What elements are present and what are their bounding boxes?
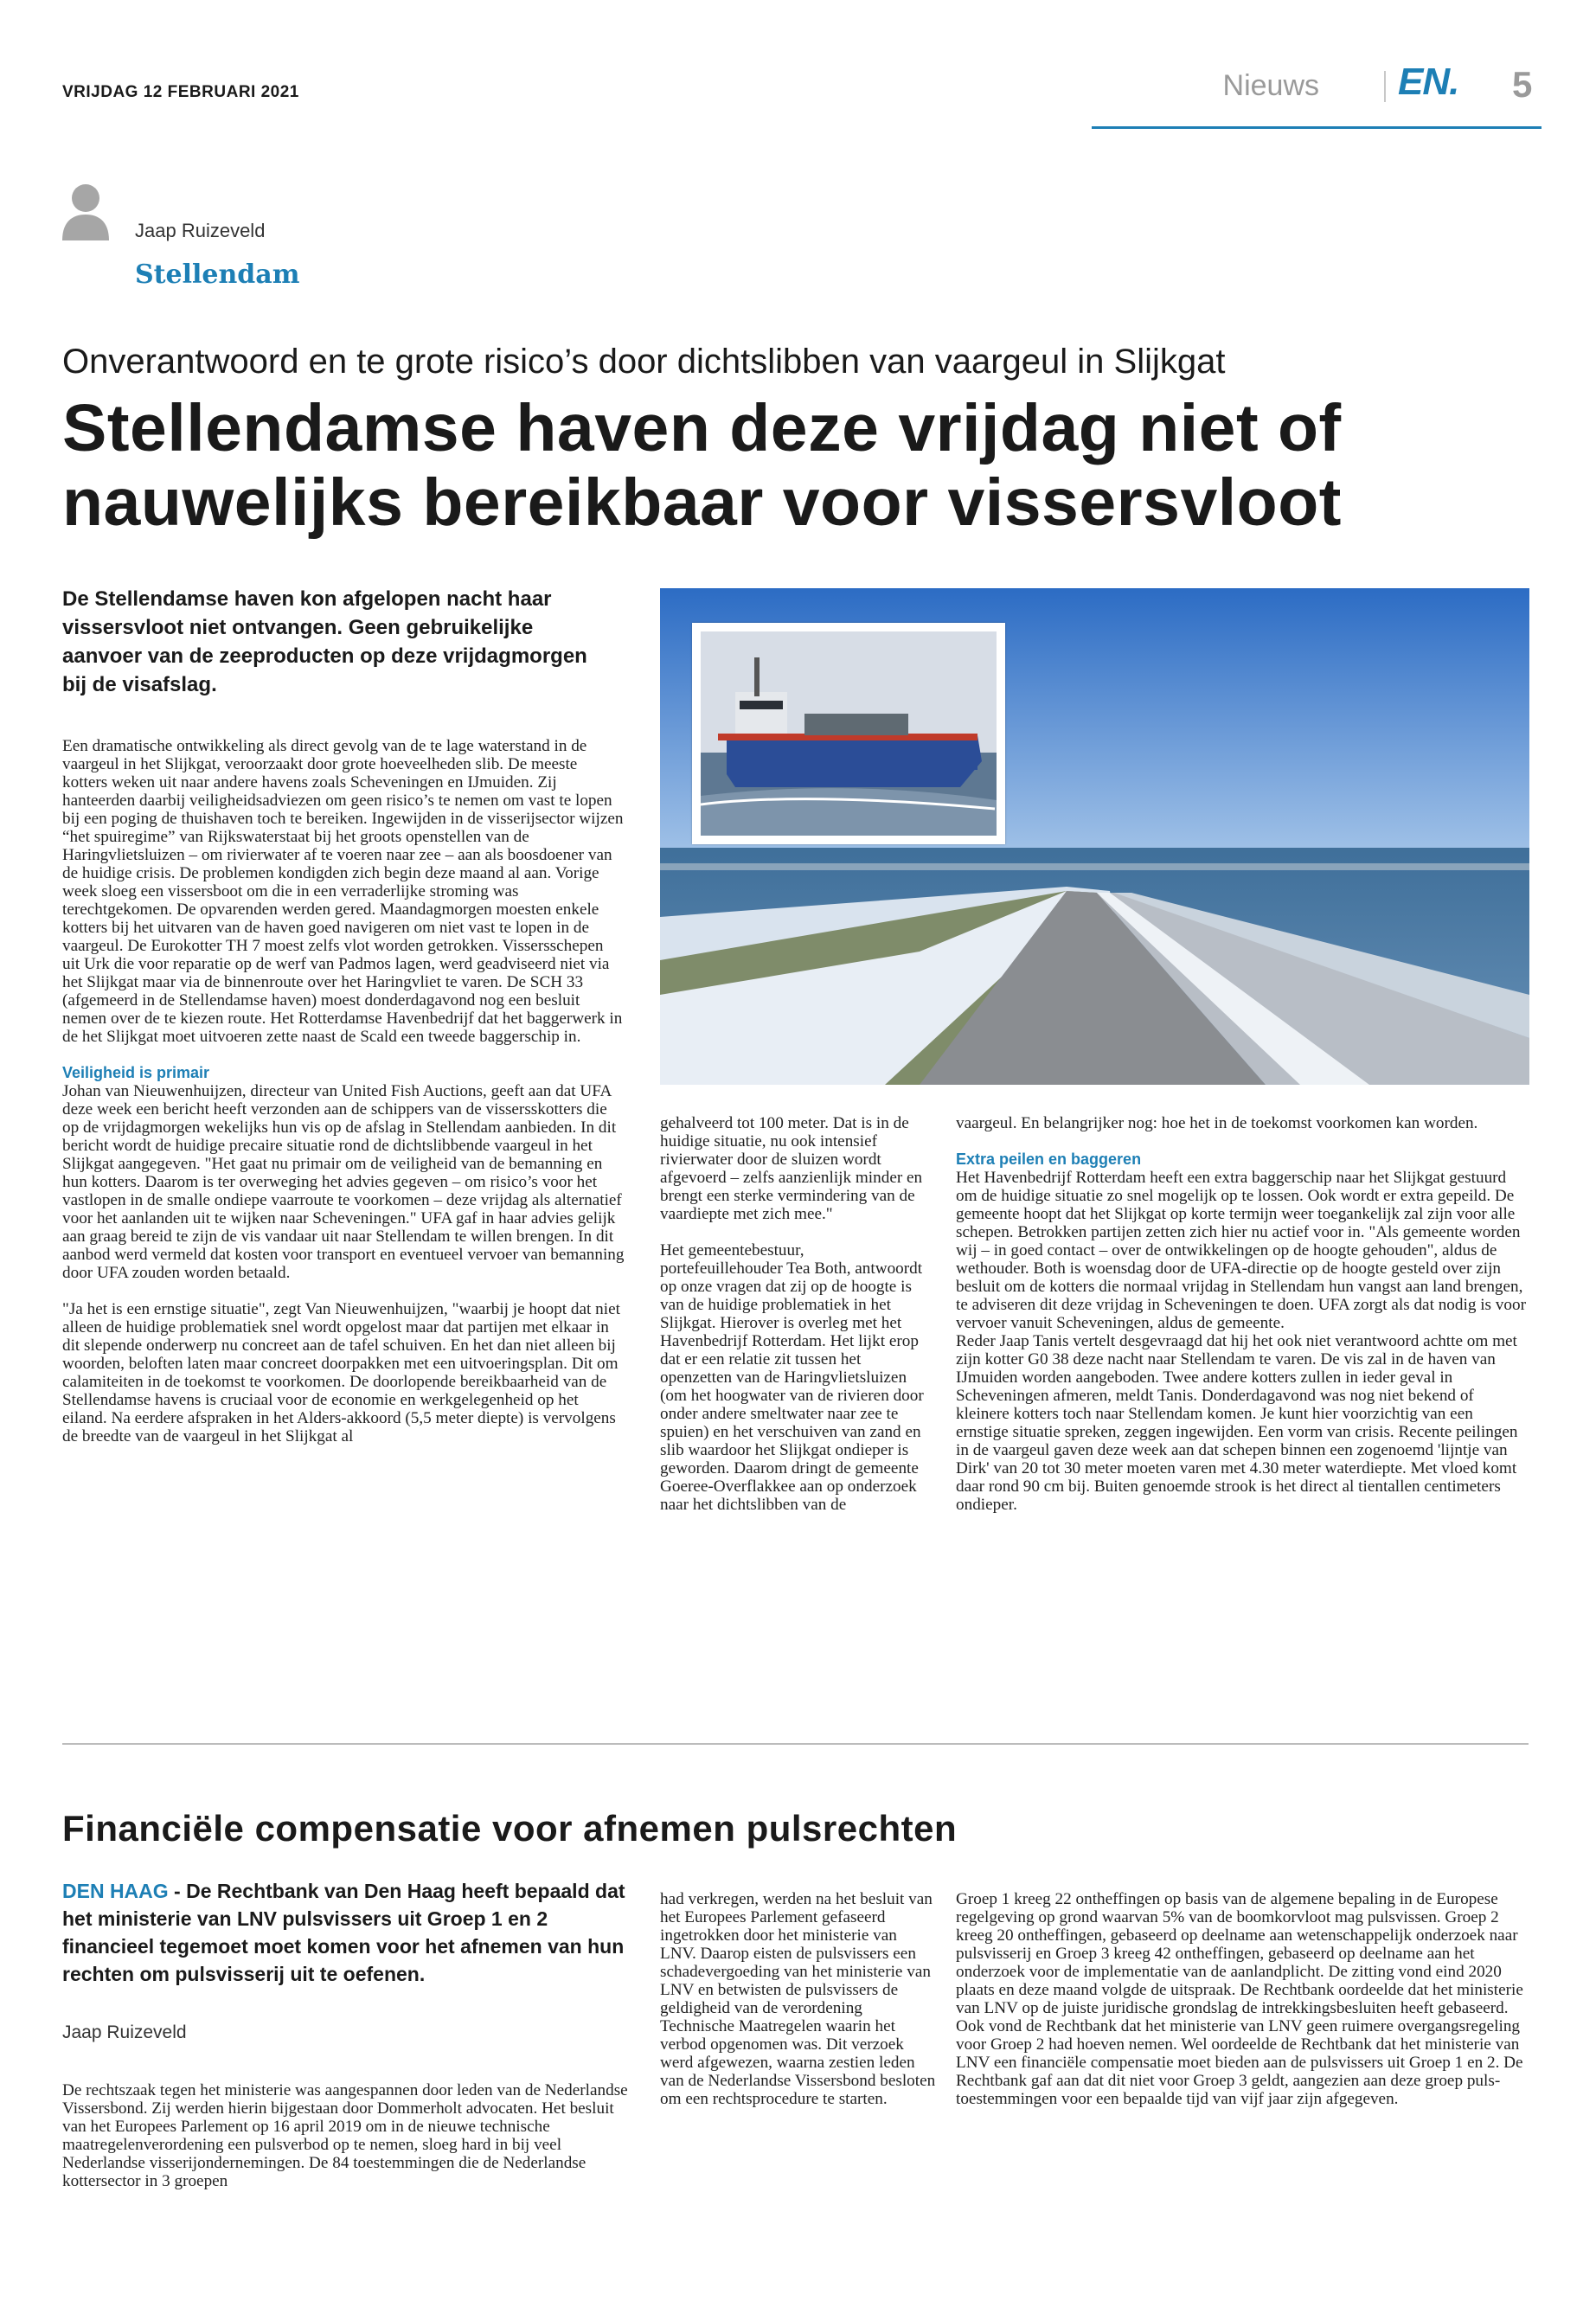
body-paragraph: gehalveerd tot 100 meter. Dat is in de huidige situatie, nu ook intensief rivierwater door de sluizen wordt afgevoerd – zelfs aanzienlijk minder en brengt een sterke vermindering van de vaardiepte met zich mee." bbox=[660, 1114, 923, 1223]
body-paragraph: "Ja het is een ernstige situatie", zegt Van Nieuwenhuijzen, "waarbij je hoopt dat niet alleen de huidige problematiek snel wordt opgelost maar dat partijen met elkaar in dit slepende onderwerp nu concreet aan de tafel schuiven. En het dan niet alleen bij woorden, beloften laten maar concreet doorpakken met een uitvoeringsplan. Dit om calamiteiten in de toekomst te voorkomen. De doorlopende bereikbaarheid van de Stellendamse havens is cruciaal voor de economie en werkgelegenheid op het eiland. Na eerdere afspraken in het Alders-akkoord (5,5 meter diepte) is vervolgens de breedte van de vaargeul in het Slijkgat al bbox=[62, 1300, 620, 1445]
article-author: Jaap Ruizeveld bbox=[135, 220, 266, 241]
headline-line-1: Stellendamse haven deze vrijdag niet of bbox=[62, 391, 1342, 465]
article-headline bbox=[62, 391, 1533, 540]
article2-column-1 bbox=[62, 2081, 633, 2190]
article-column-1 bbox=[62, 737, 625, 1445]
body-paragraph: De rechtszaak tegen het ministerie was aangespannen door leden van de Nederlandse Vissersbond. Zij werden hierin bijgestaan door Dommerholt advocaten. Het besluit van het Europees Parlement op 16 april 2019 om in de nieuwe technische maatregelenverordening een pulsverbod op te nemen, sloeg hard in bij veel Nederlandse visserijondernemingen. De 84 toestemmingen die de Nederlandse kottersector in 3 groepen bbox=[62, 2081, 628, 2190]
body-paragraph: Groep 1 kreeg 22 ontheffingen op basis van de algemene bepaling in de Europese regelgeving op grond waarvan 5% van de boomkorvloot mag pulsvissen. Groep 2 kreeg 20 ontheffingen, gebaseerd op deelname aan wetenschappelijk onderzoek naar pulsvisserij en Groep 3 kreeg 42 ontheffingen, gebaseerd op deelname aan het onderzoek voor de implementatie van de aanlandplicht. De zitting vond eind 2020 plaats en deze maand volgde de uitspraak. De Rechtbank oordeelde dat het ministerie van LNV op de juiste juridische grondslag de intrekkingsbesluiten heeft gebaseerd. Ook vond de Rechtbank dat het ministerie van LNV geen ruimere overgangsregeling voor Groep 2 had hoeven nemen. Wel oordeelde de Rechtbank dat het ministerie van LNV een financiële compensatie moet bieden aan de pulsvissers uit Groep 1 en 2. De Rechtbank gaf aan dat dit niet voor Groep 3 geldt, aangezien aan deze groep puls-toestemmingen voor een bepaalde tijd van vijf jaar zijn afgegeven. bbox=[956, 1890, 1523, 2108]
article-kicker: Onverantwoord en te grote risico’s door dichtslibben van vaargeul in Slijkgat bbox=[62, 343, 1226, 381]
body-paragraph: had verkregen, werden na het besluit van het Europees Parlement gefaseerd ingetrokken door het ministerie van LNV. Daarop eisten de pulsvissers een schadevergoeding van het ministerie van LNV en betwisten de pulsvissers de geldigheid van de verordening Technische Maatregelen waarin het verbod opgenomen was. Dit verzoek werd afgewezen, waarna zestien leden van de Nederlandse Vissersbond besloten om een rechtsprocedure te starten. bbox=[660, 1890, 936, 2108]
subheading: Veiligheid is primair bbox=[62, 1064, 210, 1081]
body-paragraph: Het Havenbedrijf Rotterdam heeft een extra baggerschip naar het Slijkgat gestuurd om de huidige situatie zo snel mogelijk op te lossen. Ook wordt er extra gepeild. De gemeente hoopt dat het Slijkgat op korte termijn weer toegankelijk zal zijn voor alle schepen. Betrokken partijen zetten zich hier nu actief voor in. "Als gemeente worden wij – in goed contact – over de ontwikkelingen op de hoogte gehouden", aldus de wethouder. Both is woensdag door de UFA-directie op de hoogte gesteld over zijn besluit om de kotters die normaal vrijdag in Stellendam hun vangst aan land brengen, te adviseren dit deze vrijdag in Scheveningen te doen. UFA zorgt als dat nodig is voor vervoer vanuit Scheveningen, aldus de gemeente. bbox=[956, 1169, 1526, 1332]
section-divider bbox=[62, 1743, 1529, 1745]
ship-inset-photo bbox=[692, 623, 1005, 844]
body-paragraph: vaargeul. En belangrijker nog: hoe het in de toekomst voorkomen kan worden. bbox=[956, 1114, 1478, 1132]
dredger-ship-image bbox=[701, 631, 997, 836]
article2-intro-text: - De Rechtbank van Den Haag heeft bepaald dat het ministerie van LNV pulsvissers uit Groep 1 en 2 financieel tegemoet moet komen voor het afnemen van hun rechten om pulsvisserij uit te oefenen. bbox=[62, 1880, 625, 1985]
issue-date: VRIJDAG 12 FEBRUARI 2021 bbox=[62, 83, 299, 101]
article-column-2 bbox=[660, 1114, 928, 1514]
article2-column-2 bbox=[660, 1890, 937, 2108]
author-avatar-icon bbox=[61, 182, 111, 240]
article-column-3 bbox=[956, 1114, 1527, 1514]
section-label: Nieuws bbox=[1222, 69, 1319, 102]
header-rule bbox=[1092, 126, 1542, 129]
header-separator bbox=[1384, 71, 1386, 102]
body-paragraph: Een dramatische ontwikkeling als direct gevolg van de te lage waterstand in de vaargeul in het Slijkgat, veroorzaakt door grote hoeveelheden slib. De meeste kotters weken uit naar andere havens zoals Scheveningen en IJmuiden. Zij hanteerden daarbij veiligheidsadviezen om geen risico’s te nemen om vast te lopen bij een poging de thuishaven toch te bereiken. Ingewijden in de visserijsector wijzen “het spuiregime” van Rijkswaterstaat bij het groots openstellen van de Haringvlietsluizen – om rivierwater af te voeren naar zee – aan als boosdoener van de huidige crisis. De problemen kondigden zich begin deze maand al aan. Vorige week sloeg een vissersboot om die in een verraderlijke stroming was terechtgekomen. De opvarenden werden gered. Maandagmorgen moesten enkele kotters bij het uitvaren van de haven goed navigeren om niet vast te lopen in de vaargeul. De Eurokotter TH 7 moest zelfs vlot worden getrokken. Vissersschepen uit Urk die voor reparatie op de werf van Padmos lagen, werd geadviseerd niet via het Slijkgat maar via de binnenroute over het Haringvliet te varen. De SCH 33 (afgemeerd in de Stellendamse haven) moest donderdagavond nog een besluit nemen over de te kiezen route. Het Rotterdamse Havenbedrijf dat het baggerwerk in de het Slijkgat moet uitvoeren zette naast de Scald een tweede baggerschip in. bbox=[62, 737, 624, 1046]
subheading: Extra peilen en baggeren bbox=[956, 1150, 1142, 1168]
article-location: Stellendam bbox=[135, 260, 300, 290]
article2-headline: Financiële compensatie voor afnemen pulsrechten bbox=[62, 1808, 958, 1849]
article2-intro bbox=[62, 1877, 633, 1988]
article2-location: DEN HAAG bbox=[62, 1880, 169, 1902]
body-paragraph: Reder Jaap Tanis vertelt desgevraagd dat hij het ook niet verantwoord achtte om met zijn kotter G0 38 deze nacht naar Stellendam te varen. De vis zal in de haven van IJmuiden worden aangeboden. Twee andere kotters zullen in ieder geval in Scheveningen afmeren, meldt Tanis. Donderdagavond was nog niet bekend of kleinere kotters toch naar Stellendam komen. Je kunt hier voorzichtig van een ernstige situatie spreken, zeggen ingewijden. Een vorm van crisis. Recente peilingen in de vaargeul gaven deze week aan dat schepen binnen een zogenoemd 'lijntje van Dirk' van 20 tot 30 meter moeten varen met 4.30 meter waterdiepte. Met vloed komt daar rond 90 cm bij. Buiten genoemde strook is het direct al tientallen centimeters ondieper. bbox=[956, 1332, 1518, 1514]
publication-logo: EN. bbox=[1398, 61, 1459, 103]
article2-column-3 bbox=[956, 1890, 1527, 2108]
article-intro: De Stellendamse haven kon afgelopen nacht haar vissersvloot niet ontvangen. Geen gebruikelijke aanvoer van de zeeproducten op deze vrijdagmorgen bij de visafslag. bbox=[62, 587, 587, 696]
body-paragraph: Johan van Nieuwenhuijzen, directeur van United Fish Auctions, geeft aan dat UFA deze week een bericht heeft verzonden aan de schippers van de vissersskotters die op de vrijdagmorgen wekelijks hun vis op de afslag in Stellendam aanbieden. In dit bericht wordt de huidige precaire situatie rond de dichtslibbende vaargeul in het Slijkgat aangegeven. "Het gaat nu primair om de veiligheid van de bemanning en hun kotters. Daarom is ter overweging het advies gegeven – om risico’s voor het vastlopen in de smalle ondiepe vaarroute te voorkomen – deze vrijdag als alternatief voor het aanlanden uit te wijken naar Scheveningen." UFA gaf in haar advies gelijk aan graag bereid te zijn de vis vandaar uit naar Stellendam te willen brengen. In dit aanbod werd vermeld dat kosten voor transport en eventueel vervoer van bemanning door UFA zouden worden betaald. bbox=[62, 1082, 625, 1282]
article2-author: Jaap Ruizeveld bbox=[62, 2022, 187, 2042]
page-number: 5 bbox=[1512, 64, 1533, 105]
headline-line-2: nauwelijks bereikbaar voor vissersvloot bbox=[62, 465, 1342, 540]
body-paragraph: Het gemeentebestuur, portefeuillehouder Tea Both, antwoordt op onze vragen dat zij op de hoogte is van de huidige problematiek in het Slijkgat. Hierover is overleg met het Havenbedrijf Rotterdam. Het lijkt erop dat er een relatie zit tussen het openzetten van de Haringvlietsluizen (om het hoogwater van de rivieren door onder andere smeltwater naar zee te spuien) en het verschuiven van zand en slib waardoor het Slijkgat ondieper is geworden. Daarom dringt de gemeente Goeree-Overflakkee aan op onderzoek naar het dichtslibben van de bbox=[660, 1241, 924, 1514]
